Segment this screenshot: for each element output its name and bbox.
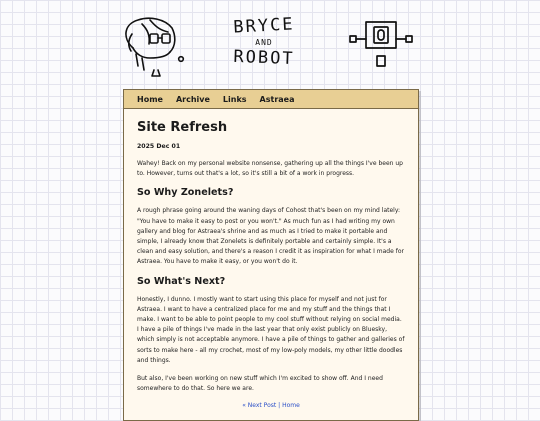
post-date: 2025 Dec 01	[137, 143, 181, 150]
footer-home-link[interactable]: Home	[282, 402, 300, 409]
post-intro-paragraph: Wahey! Back on my personal website nonsense, gathering up all the things I've been up to. However, turns out that's a lot, so it's still a bit of a work in progress.	[137, 160, 403, 178]
banner-line-robot: ROBOT	[233, 46, 295, 70]
section-whats-next-paragraph-1: Honestly, I dunno. I mostly want to start using this place for myself and not just for Astraea. I want to have a centralized place for me and my stuff and the things that I make. I want to be able to point people to my cool stuff without relying on social media. I have a pile of things I've made in the last year that only exist publicly on Bluesky, which simply is not acceptable anymore. I have a pile of things to gather and galleries of sorts to make here - all my crochet, most of my low-poly models, my other little doodles and things.	[137, 295, 405, 364]
section-heading-why-zonelets: So Why Zonelets?	[137, 187, 234, 199]
banner-line-and: AND	[255, 38, 273, 47]
section-heading-whats-next: So What's Next?	[137, 275, 226, 287]
section-whats-next-paragraph-2: But also, I've been working on new stuff which I'm excited to show off. And I need somewhere to do that. So here we are.	[137, 375, 383, 393]
next-post-link[interactable]: « Next Post	[242, 402, 277, 409]
bryce-doodle-icon	[126, 18, 183, 76]
nav-link-links[interactable]: Links	[222, 94, 247, 104]
top-nav	[124, 90, 418, 109]
post-card	[123, 89, 419, 421]
section-why-zonelets-paragraph: A rough phrase going around the waning days of Cohost that's been on my mind lately: "You have to make it easy to post or you won't." As much fun as I had writing my own gallery and blog for Astraea's shrine and as much as I tried to make it portable and simple, I already know that Zonelets is definitely portable and certainly simple. It's a clean and easy solution, and there's a reason I credit it as inspiration for what I made for Astraea. You have to make it easy, or you won't do it.	[137, 207, 404, 266]
site-banner-title	[222, 14, 306, 70]
footer-separator: |	[276, 402, 283, 409]
nav-link-astraea[interactable]: Astraea	[259, 94, 295, 104]
nav-link-home[interactable]: Home	[137, 94, 163, 104]
nav-link-archive[interactable]: Archive	[175, 94, 210, 104]
robot-doodle-icon	[350, 22, 412, 66]
post-content	[124, 109, 418, 394]
post-footer-nav	[124, 402, 418, 409]
banner-line-bryce: BRYCE	[232, 14, 296, 38]
post-title: Site Refresh	[137, 120, 228, 135]
